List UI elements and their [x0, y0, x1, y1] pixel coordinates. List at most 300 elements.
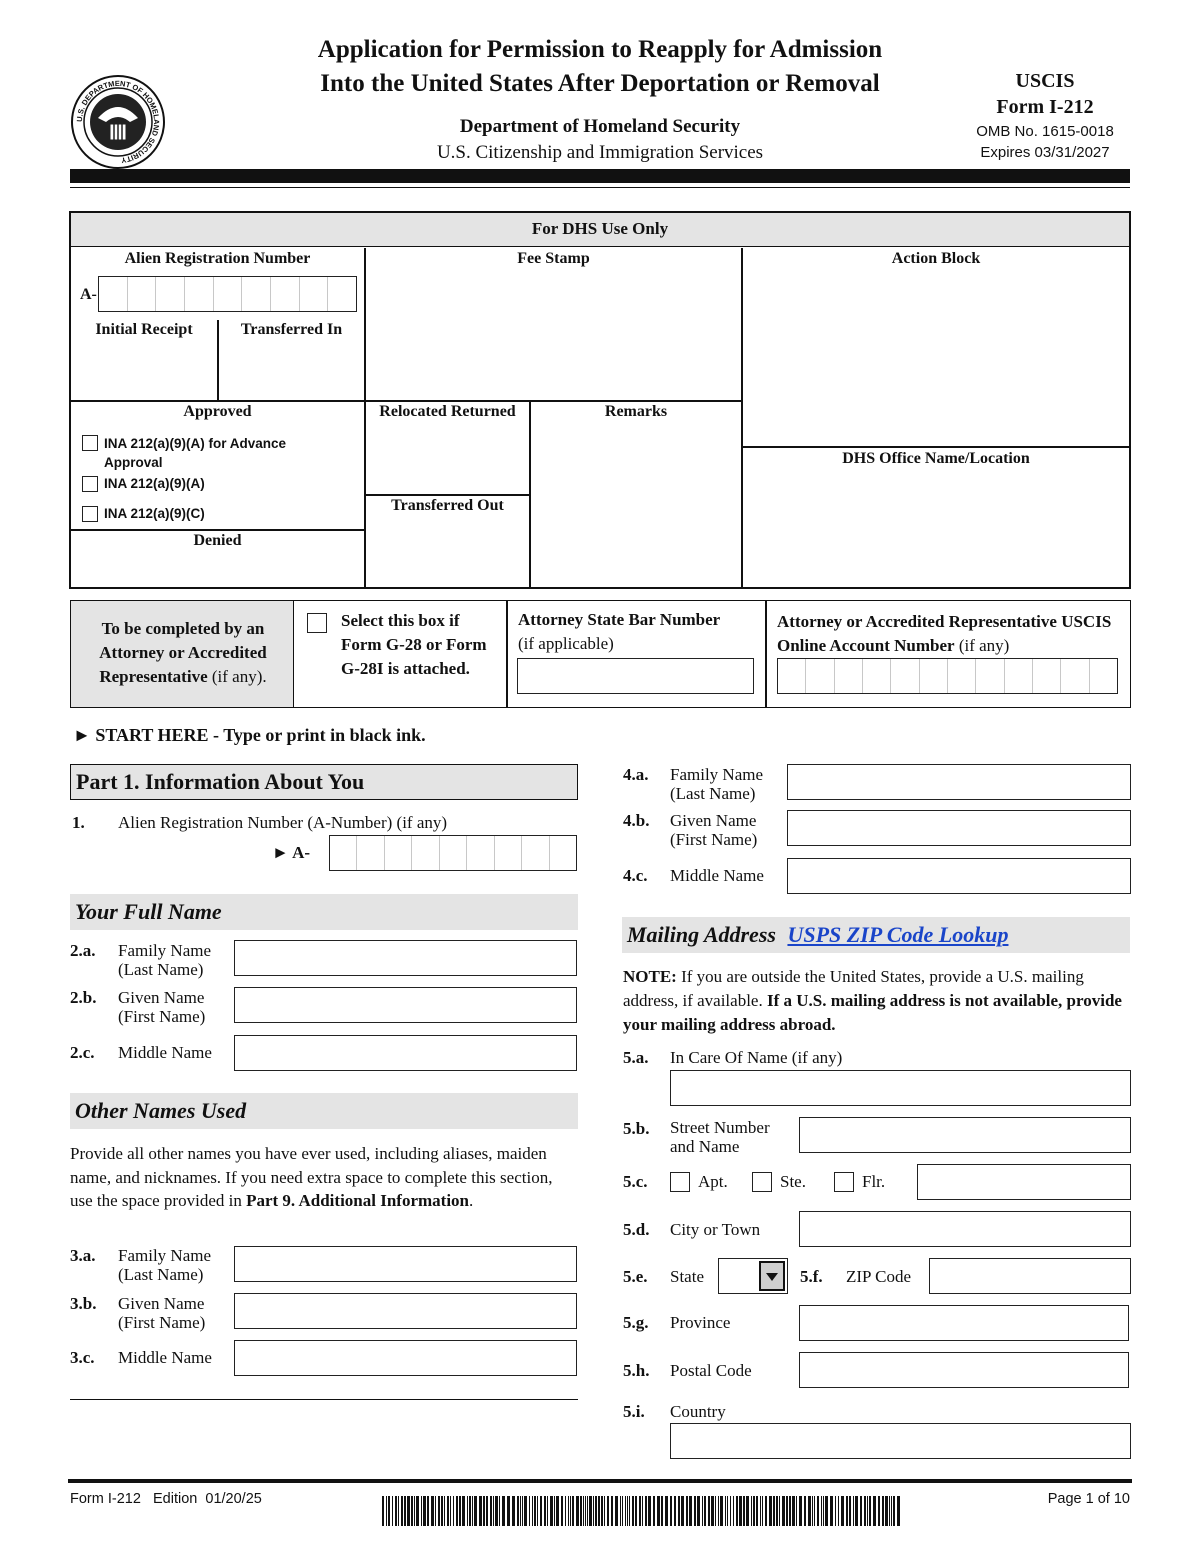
bar-number-sub: (if applicable): [518, 634, 614, 653]
barcode-bar: [756, 1496, 758, 1526]
barcode-bar: [718, 1496, 719, 1526]
barcode-bar: [622, 1496, 623, 1526]
family-name-input[interactable]: [234, 940, 577, 976]
online-account-input[interactable]: [777, 658, 1118, 694]
barcode-bar: [620, 1496, 621, 1526]
barcode-bar: [522, 1496, 523, 1526]
barcode-bar: [686, 1496, 688, 1526]
barcode-bar: [444, 1496, 445, 1526]
barcode-bar: [401, 1496, 403, 1526]
apt-checkbox[interactable]: [670, 1172, 690, 1192]
header-thin-rule: [70, 187, 1130, 188]
barcode-bar: [715, 1496, 716, 1526]
form-title-line1: Application for Permission to Reapply for Admission: [317, 36, 883, 63]
barcode-image: [382, 1496, 900, 1526]
form-title-line2: Into the United States After Deportation or Removal: [320, 70, 880, 97]
dhs-hline-2: [71, 529, 365, 531]
barcode-bar: [447, 1496, 449, 1526]
barcode: [382, 1496, 900, 1526]
barcode-bar: [583, 1496, 584, 1526]
q3c-label: Middle Name: [118, 1348, 212, 1367]
option-212a9a: INA 212(a)(9)(A): [104, 476, 205, 491]
barcode-bar: [568, 1496, 569, 1526]
seal-text: U.S. DEPARTMENT OF HOMELAND SECURITY: [74, 78, 162, 165]
barcode-bar: [885, 1496, 888, 1526]
barcode-bar: [835, 1496, 836, 1526]
barcode-bar: [867, 1496, 868, 1526]
barcode-bar: [855, 1496, 858, 1526]
barcode-bar: [524, 1496, 527, 1526]
q4b-given: Given Name: [670, 811, 757, 830]
apt-label: Apt.: [698, 1172, 728, 1191]
barcode-bar: [853, 1496, 854, 1526]
flr-label: Flr.: [862, 1172, 886, 1191]
state-select[interactable]: [718, 1258, 788, 1294]
barcode-bar: [776, 1496, 778, 1526]
q4c-label: Middle Name: [670, 866, 764, 885]
footer-page: Page 1 of 10: [1047, 1491, 1130, 1507]
barcode-bar: [512, 1496, 515, 1526]
postal-code-input[interactable]: [799, 1352, 1129, 1388]
other-middle-name-input[interactable]: [234, 1340, 577, 1376]
barcode-bar: [499, 1496, 500, 1526]
barcode-bar: [873, 1496, 876, 1526]
omb-number: OMB No. 1615-0018: [976, 123, 1114, 140]
barcode-bar: [386, 1496, 387, 1526]
barcode-bar: [395, 1496, 397, 1526]
barcode-bar: [725, 1496, 726, 1526]
q3b-first: (First Name): [118, 1313, 206, 1332]
barcode-bar: [431, 1496, 434, 1526]
barcode-bar: [720, 1496, 723, 1526]
q4a-label: [670, 765, 763, 803]
barcode-bar: [416, 1496, 419, 1526]
barcode-bar: [773, 1496, 775, 1526]
q4b-first: (First Name): [670, 830, 758, 849]
barcode-bar: [529, 1496, 530, 1526]
barcode-bar: [760, 1496, 761, 1526]
zip-code-input[interactable]: [929, 1258, 1131, 1294]
q3b-label: [118, 1294, 205, 1332]
q2a-number: 2.a.: [70, 941, 96, 960]
barcode-bar: [517, 1496, 519, 1526]
barcode-bar: [547, 1496, 548, 1526]
barcode-bar: [490, 1496, 492, 1526]
action-block-label: Action Block: [891, 250, 981, 267]
middle-name-input[interactable]: [234, 1035, 577, 1071]
barcode-bar: [456, 1496, 458, 1526]
bar-number-label: Attorney State Bar Number: [518, 610, 721, 629]
q5g-label: Province: [670, 1313, 731, 1332]
mailing-address-title: Mailing Address: [627, 922, 776, 947]
barcode-bar: [453, 1496, 454, 1526]
barcode-bar: [601, 1496, 603, 1526]
barcode-bar: [753, 1496, 755, 1526]
barcode-bar: [727, 1496, 728, 1526]
q5b-number: 5.b.: [623, 1119, 650, 1138]
left-column-end-rule: [70, 1399, 578, 1400]
mailing-note: [623, 965, 1128, 1037]
q3b-given: Given Name: [118, 1294, 205, 1313]
barcode-bar: [467, 1496, 468, 1526]
barcode-bar: [469, 1496, 471, 1526]
barcode-bar: [587, 1496, 588, 1526]
other-names-instructions: Provide all other names you have ever used, including aliases, maiden name, and nicknames. If you need extra space to complete this section, use the space provided in Part 9. Additional Information.: [70, 1144, 553, 1210]
q4b-label: [670, 811, 757, 849]
barcode-bar: [694, 1496, 696, 1526]
barcode-bar: [689, 1496, 692, 1526]
barcode-bar: [893, 1496, 895, 1526]
barcode-bar: [580, 1496, 582, 1526]
dhs-a-number-field[interactable]: [98, 276, 357, 312]
checkbox-212a9c[interactable]: [82, 506, 98, 522]
barcode-bar: [657, 1496, 660, 1526]
country-input[interactable]: [670, 1423, 1131, 1459]
barcode-bar: [860, 1496, 862, 1526]
barcode-bar: [589, 1496, 592, 1526]
barcode-bar: [739, 1496, 742, 1526]
barcode-bar: [804, 1496, 806, 1526]
q2a-last: (Last Name): [118, 960, 204, 979]
attorney-if-any: (if any).: [211, 667, 267, 686]
barcode-bar: [483, 1496, 485, 1526]
in-care-of-input[interactable]: [670, 1070, 1131, 1106]
checkbox-advance-approval[interactable]: [82, 435, 98, 451]
footer-rule: [68, 1479, 1132, 1483]
barcode-bar: [808, 1496, 811, 1526]
barcode-bar: [435, 1496, 436, 1526]
q5a-label: In Care Of Name (if any): [670, 1048, 843, 1067]
flr-checkbox[interactable]: [834, 1172, 854, 1192]
barcode-bar: [472, 1496, 473, 1526]
part1-title: Part 1. Information About You: [70, 764, 578, 800]
q4c-middle-name-input[interactable]: [787, 858, 1131, 894]
barcode-bar: [414, 1496, 415, 1526]
q3b-number: 3.b.: [70, 1294, 97, 1313]
note-label: NOTE:: [623, 967, 677, 986]
q5f-label: ZIP Code: [846, 1267, 912, 1286]
q1-label: Alien Registration Number (A-Number) (if any): [118, 813, 448, 832]
transferred-in-label: Transferred In: [240, 321, 343, 338]
barcode-bar: [398, 1496, 399, 1526]
barcode-bar: [812, 1496, 813, 1526]
q2b-label: [118, 988, 205, 1026]
barcode-bar: [411, 1496, 413, 1526]
barcode-bar: [507, 1496, 510, 1526]
street-label-2: and Name: [670, 1137, 740, 1156]
ste-checkbox[interactable]: [752, 1172, 772, 1192]
q2a-label: [118, 941, 211, 979]
q5b-label: [670, 1118, 770, 1156]
barcode-bar: [796, 1496, 797, 1526]
barcode-bar: [627, 1496, 628, 1526]
barcode-bar: [670, 1496, 672, 1526]
barcode-bar: [576, 1496, 579, 1526]
barcode-bar: [769, 1496, 772, 1526]
barcode-bar: [864, 1496, 866, 1526]
mailing-address-heading: [622, 917, 1130, 953]
barcode-bar: [495, 1496, 498, 1526]
dhs-vline-2: [741, 248, 743, 587]
denied-label: Denied: [193, 532, 242, 549]
barcode-bar: [779, 1496, 780, 1526]
your-full-name-heading: Your Full Name: [70, 894, 578, 930]
q5h-number: 5.h.: [623, 1361, 650, 1380]
barcode-bar: [382, 1496, 384, 1526]
q5i-label: Country: [670, 1402, 726, 1421]
barcode-bar: [550, 1496, 553, 1526]
barcode-bar: [751, 1496, 752, 1526]
barcode-bar: [629, 1496, 630, 1526]
option-advance-approval: INA 212(a)(9)(A) for Advance Approval: [104, 436, 287, 470]
barcode-bar: [661, 1496, 663, 1526]
barcode-bar: [462, 1496, 465, 1526]
dhs-hline-3: [364, 494, 530, 496]
barcode-bar: [648, 1496, 651, 1526]
online-account-label-text: Attorney or Accredited Representative USCIS Online Account Number: [777, 612, 1112, 655]
relocated-returned-label: Relocated Returned: [379, 403, 516, 420]
barcode-bar: [681, 1496, 684, 1526]
online-account-label: [777, 610, 1127, 658]
dhs-a-prefix: A-: [80, 286, 97, 303]
barcode-bar: [493, 1496, 494, 1526]
barcode-bar: [561, 1496, 563, 1526]
barcode-bar: [450, 1496, 451, 1526]
barcode-bar: [849, 1496, 851, 1526]
barcode-bar: [565, 1496, 566, 1526]
q5d-label: City or Town: [670, 1220, 761, 1239]
unit-number-input[interactable]: [917, 1164, 1131, 1200]
barcode-bar: [544, 1496, 546, 1526]
barcode-bar: [838, 1496, 839, 1526]
barcode-bar: [486, 1496, 488, 1526]
q5e-number: 5.e.: [623, 1267, 648, 1286]
q5a-number: 5.a.: [623, 1048, 649, 1067]
barcode-bar: [556, 1496, 559, 1526]
option-212a9c: INA 212(a)(9)(C): [104, 506, 205, 521]
q5d-number: 5.d.: [623, 1220, 650, 1239]
barcode-bar: [743, 1496, 745, 1526]
barcode-bar: [607, 1496, 609, 1526]
dhs-hline-4: [741, 446, 1130, 448]
other-names-heading: Other Names Used: [70, 1093, 578, 1129]
q4c-number: 4.c.: [623, 866, 648, 885]
remarks-label: Remarks: [604, 403, 668, 420]
transferred-out-label: Transferred Out: [391, 497, 504, 514]
barcode-bar: [534, 1496, 536, 1526]
barcode-bar: [782, 1496, 785, 1526]
g28-attached-label: Select this box if Form G-28 or Form G-28I is attached.: [341, 611, 487, 678]
q4a-last: (Last Name): [670, 784, 756, 803]
q4b-given-name-input[interactable]: [787, 810, 1131, 846]
barcode-bar: [786, 1496, 788, 1526]
q5i-number: 5.i.: [623, 1402, 645, 1421]
q5e-label: State: [670, 1267, 704, 1286]
barcode-bar: [746, 1496, 749, 1526]
barcode-bar: [733, 1496, 734, 1526]
barcode-bar: [585, 1496, 586, 1526]
q2c-label: Middle Name: [118, 1043, 212, 1062]
barcode-bar: [615, 1496, 618, 1526]
q2b-first: (First Name): [118, 1007, 206, 1026]
a-number-input[interactable]: [329, 835, 577, 871]
attorney-vline-1: [506, 601, 508, 707]
initial-receipt-label: Initial Receipt: [95, 321, 193, 338]
online-account-sub: (if any): [958, 636, 1010, 655]
barcode-bar: [595, 1496, 597, 1526]
barcode-bar: [388, 1496, 390, 1526]
bar-number-input[interactable]: [517, 658, 754, 694]
barcode-bar: [532, 1496, 533, 1526]
q3a-label: [118, 1246, 211, 1284]
barcode-bar: [878, 1496, 880, 1526]
q2b-number: 2.b.: [70, 988, 97, 1007]
barcode-bar: [423, 1496, 426, 1526]
barcode-bar: [604, 1496, 605, 1526]
footer-edition: Form I-212 Edition 01/20/25: [70, 1491, 262, 1507]
barcode-bar: [632, 1496, 634, 1526]
fee-stamp-label: Fee Stamp: [517, 250, 590, 267]
uscis-label: USCIS: [1015, 70, 1075, 92]
barcode-bar: [479, 1496, 482, 1526]
q3a-family: Family Name: [118, 1246, 212, 1265]
agency-name: U.S. Citizenship and Immigration Services: [436, 142, 764, 163]
barcode-bar: [502, 1496, 505, 1526]
dhs-seal: [70, 74, 166, 170]
g28-attached-checkbox[interactable]: [307, 613, 327, 633]
barcode-bar: [404, 1496, 406, 1526]
barcode-bar: [438, 1496, 440, 1526]
barcode-bar: [593, 1496, 594, 1526]
q4a-family-name-input[interactable]: [787, 764, 1131, 800]
barcode-bar: [830, 1496, 833, 1526]
attorney-vline-2: [765, 601, 767, 707]
barcode-bar: [427, 1496, 429, 1526]
street-input[interactable]: [799, 1117, 1131, 1153]
q2c-number: 2.c.: [70, 1043, 95, 1062]
attorney-completed-by: [78, 617, 288, 689]
q1-arrow-prefix: ► A-: [272, 843, 311, 862]
checkbox-212a9a[interactable]: [82, 476, 98, 492]
barcode-bar: [711, 1496, 714, 1526]
q4b-number: 4.b.: [623, 811, 650, 830]
barcode-bar: [799, 1496, 802, 1526]
barcode-bar: [702, 1496, 703, 1526]
q4a-family: Family Name: [670, 765, 764, 784]
barcode-bar: [730, 1496, 731, 1526]
barcode-bar: [421, 1496, 422, 1526]
barcode-bar: [392, 1496, 393, 1526]
barcode-bar: [891, 1496, 892, 1526]
barcode-bar: [821, 1496, 822, 1526]
barcode-bar: [889, 1496, 890, 1526]
barcode-bar: [825, 1496, 828, 1526]
barcode-bar: [554, 1496, 555, 1526]
barcode-bar: [639, 1496, 641, 1526]
attorney-completed-by-text: To be completed by an Attorney or Accredited Representative: [99, 619, 267, 686]
barcode-bar: [765, 1496, 767, 1526]
province-input[interactable]: [799, 1305, 1129, 1341]
barcode-bar: [736, 1496, 738, 1526]
barcode-bar: [792, 1496, 795, 1526]
barcode-bar: [441, 1496, 443, 1526]
barcode-bar: [823, 1496, 824, 1526]
barcode-bar: [407, 1496, 410, 1526]
chevron-down-icon: [761, 1263, 783, 1289]
state-dropdown-button[interactable]: [759, 1261, 785, 1291]
expiration-date: Expires 03/31/2027: [980, 144, 1110, 161]
dept-name: Department of Homeland Security: [459, 116, 741, 137]
q3c-number: 3.c.: [70, 1348, 95, 1367]
barcode-bar: [635, 1496, 637, 1526]
other-given-name-input[interactable]: [234, 1293, 577, 1329]
given-name-input[interactable]: [234, 987, 577, 1023]
barcode-bar: [570, 1496, 571, 1526]
barcode-bar: [611, 1496, 613, 1526]
header-thick-rule: [70, 169, 1130, 183]
barcode-bar: [572, 1496, 574, 1526]
q1-number: 1.: [72, 813, 85, 832]
ste-label: Ste.: [780, 1172, 806, 1191]
barcode-bar: [869, 1496, 871, 1526]
barcode-bar: [814, 1496, 815, 1526]
street-label-1: Street Number: [670, 1118, 770, 1137]
other-family-name-input[interactable]: [234, 1246, 577, 1282]
barcode-bar: [653, 1496, 655, 1526]
q4a-number: 4.a.: [623, 765, 649, 784]
barcode-bar: [625, 1496, 626, 1526]
barcode-bar: [897, 1496, 900, 1526]
barcode-bar: [598, 1496, 600, 1526]
barcode-bar: [882, 1496, 884, 1526]
barcode-bar: [540, 1496, 542, 1526]
alien-reg-label: Alien Registration Number: [124, 250, 311, 267]
barcode-bar: [846, 1496, 848, 1526]
barcode-bar: [817, 1496, 819, 1526]
barcode-bar: [789, 1496, 791, 1526]
barcode-bar: [708, 1496, 710, 1526]
other-names-bold: Part 9. Additional Information: [246, 1191, 469, 1210]
q5h-label: Postal Code: [670, 1361, 752, 1380]
barcode-bar: [704, 1496, 706, 1526]
city-input[interactable]: [799, 1211, 1131, 1247]
barcode-bar: [520, 1496, 521, 1526]
q3a-last: (Last Name): [118, 1265, 204, 1284]
barcode-bar: [537, 1496, 538, 1526]
barcode-bar: [459, 1496, 461, 1526]
start-here-instruction: ► START HERE - Type or print in black ink.: [73, 725, 426, 745]
barcode-bar: [678, 1496, 680, 1526]
form-number: Form I-212: [996, 96, 1094, 118]
barcode-bar: [645, 1496, 647, 1526]
barcode-bar: [474, 1496, 477, 1526]
barcode-bar: [697, 1496, 700, 1526]
usps-zip-lookup-link[interactable]: USPS ZIP Code Lookup: [787, 922, 1009, 947]
barcode-bar: [762, 1496, 763, 1526]
approved-label: Approved: [183, 403, 252, 420]
q3a-number: 3.a.: [70, 1246, 96, 1265]
q5c-number: 5.c.: [623, 1172, 648, 1191]
q5g-number: 5.g.: [623, 1313, 649, 1332]
note-text: If you are outside the United States, provide a U.S. mailing address, if available.: [623, 967, 1084, 1010]
barcode-bar: [674, 1496, 676, 1526]
barcode-bar: [642, 1496, 643, 1526]
note-bold: If a U.S. mailing address is not available, provide your mailing address abroad.: [623, 991, 1122, 1034]
dhs-use-heading: For DHS Use Only: [71, 213, 1129, 247]
other-names-text: Provide all other names you have ever used, including aliases, maiden name, and nicknames. If you need extra space to complete this section, use the space provided in: [70, 1144, 553, 1210]
barcode-bar: [841, 1496, 844, 1526]
q2b-given: Given Name: [118, 988, 205, 1007]
